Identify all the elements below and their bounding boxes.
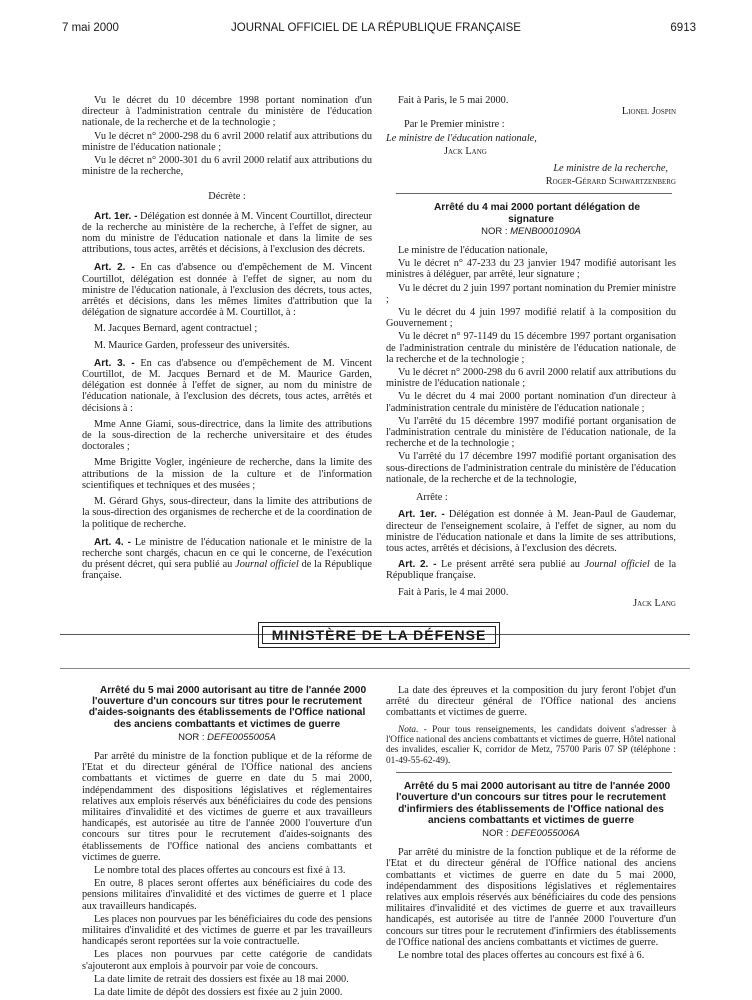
signature: Jack Lang (444, 145, 487, 157)
right-column-bottom (386, 685, 676, 963)
paragraph: Vu le décret n° 47-233 du 23 janvier 1947 modifié autorisant les ministres à déléguer, par arrêté, leur signature ; (386, 258, 676, 281)
section-rule (60, 668, 690, 669)
paragraph: Vu le décret du 4 juin 1997 modifié relatif à la composition du Gouvernement ; (386, 307, 676, 330)
paragraph: Vu le décret n° 2000-301 du 6 avril 2000 relatif aux attributions du ministre de la recherche, (82, 155, 372, 178)
arrete-title: Arrêté du 5 mai 2000 autorisant au titre de l'année 2000 l'ouverture d'un concours sur titres pour le recrutement d'aides-soignants des établissements de l'Office national des anciens combattants et victimes de guerre (88, 685, 367, 730)
page-header (0, 22, 752, 40)
nor-reference: NOR : DEFE0055006A (482, 828, 580, 840)
paragraph: Par arrêté du ministre de la fonction publique et de la réforme de l'Etat et du directeur général de l'Office national des anciens combattants et victimes de guerre en date du 5 mai 2000, indépendamment des dispositions législatives et réglementaires relatives aux emplois réservés aux bénéficiaires du code des pensions militaires d'invalidité et des victimes de guerre et aux travailleurs handicapés, est autorisée au titre de l'année 2000 l'ouverture d'un concours sur titres pour le recrutement d'aides-soignants des établissements de l'Office national des anciens combattants et victimes de guerre. (82, 751, 372, 863)
paragraph: La date limite de retrait des dossiers est fixée au 18 mai 2000. (94, 973, 349, 985)
paragraph: Vu le décret n° 97-1149 du 15 décembre 1997 portant organisation de l'administration centrale du ministère de l'éducation nationale, de la recherche et de la technologie ; (386, 331, 676, 365)
header-page-number: 6913 (670, 22, 696, 34)
paragraph: Mme Brigitte Vogler, ingénieure de recherche, dans la limite des attributions de la mission de la culture et de l'information scientifiques et techniques et des musées ; (82, 457, 372, 491)
arrete-label: Arrête : (416, 492, 448, 504)
arrete-title: Arrêté du 4 mai 2000 portant délégation de signature (433, 202, 641, 225)
left-column-top (82, 95, 372, 584)
fait-date: Fait à Paris, le 4 mai 2000. (398, 586, 509, 598)
left-column-bottom (82, 685, 372, 1000)
article-3: Art. 3. - En cas d'absence ou d'empêchement de M. Vincent Courtillot, de M. Jacques Bernard et de M. Maurice Garden, délégation est donnée à l'effet de signer, au nom du ministre de l'éducation nationale, à l'exclusion des décrets, tous actes, arrêtés et décisions à : (82, 357, 373, 414)
decrete-label: Décrète : (208, 191, 246, 203)
paragraph: En outre, 8 places seront offertes aux bénéficiaires du code des pensions militaires d'invalidité et des victimes de guerre et 1 place aux travailleurs handicapés. (82, 878, 372, 912)
signature-intro: Par le Premier ministre : (404, 119, 505, 131)
paragraph: M. Maurice Garden, professeur des universités. (94, 339, 290, 351)
article-2: Art. 2. - En cas d'absence ou d'empêchement de M. Vincent Courtillot, délégation est donnée à l'effet de signer, au nom du ministre de l'éducation nationale, à l'exclusion des décrets, tous actes, arrêtés et décisions, dans les mêmes limites d'attribution que la délégation de signature accordée à M. Courtillot, à : (82, 262, 373, 319)
paragraph: Vu le décret du 4 mai 2000 portant nomination d'un directeur à l'administration centrale du ministère de l'éducation nationale ; (386, 391, 676, 414)
header-date: 7 mai 2000 (62, 22, 119, 34)
paragraph: Le nombre total des places offertes au concours est fixé à 6. (398, 950, 645, 962)
paragraph: Les places non pourvues par cette catégorie de candidats s'ajouteront aux emplois à pourvoir par voie de concours. (82, 949, 372, 972)
paragraph: Les places non pourvues par les bénéficiaires du code des pensions militaires d'invalidité et des victimes de guerre et par les travailleurs handicapés seront reportées sur la voie contractuelle. (82, 913, 372, 948)
article-1: Art. 1er. - Délégation est donnée à M. Jean-Paul de Gaudemar, directeur de l'enseignement scolaire, à l'effet de signer, au nom du ministre de l'éducation nationale et dans la limite de ses attributions, tous actes, arrêtés et décisions, à l'exclusion des décrets. (386, 509, 676, 554)
ministry-banner (258, 622, 500, 648)
minister-title: Le ministre de l'éducation nationale, (386, 132, 537, 144)
paragraph: Vu le décret n° 2000-298 du 6 avril 2000 relatif aux attributions du ministre de l'éducation nationale ; (386, 367, 676, 390)
paragraph: Le nombre total des places offertes au concours est fixé à 13. (94, 865, 346, 877)
paragraph: Le ministre de l'éducation nationale, (398, 245, 548, 257)
paragraph: Vu l'arrêté du 15 décembre 1997 modifié portant organisation de l'administration centrale du ministère de l'éducation nationale, de la recherche et de la technologie ; (386, 415, 676, 450)
right-column-top (386, 95, 676, 611)
article-2: Art. 2. - Le présent arrêté sera publié au Journal officiel de la République française. (386, 559, 677, 582)
separator (396, 193, 672, 194)
paragraph: Vu le décret du 10 décembre 1998 portant nomination d'un directeur à l'administration centrale du ministère de l'éducation nationale, de la recherche et de la technologie ; (82, 95, 372, 129)
header-title: JOURNAL OFFICIEL DE LA RÉPUBLIQUE FRANÇAISE (231, 22, 521, 34)
paragraph: M. Gérard Ghys, sous-directeur, dans la limite des attributions de la sous-direction des organismes de recherche et de la coordination de la politique de recherche. (82, 496, 372, 530)
paragraph: Vu le décret n° 2000-298 du 6 avril 2000 relatif aux attributions du ministre de l'éducation nationale ; (82, 130, 372, 153)
paragraph: Mme Anne Giami, sous-directrice, dans la limite des attributions de la sous-direction de la recherche universitaire et des études doctorales ; (82, 418, 372, 453)
signature: Roger-Gérard Schwartzenberg (545, 176, 676, 188)
signature: Lionel Jospin (621, 106, 676, 118)
nor-reference: NOR : MENB0001090A (481, 225, 581, 237)
paragraph: La date des épreuves et la composition du jury feront l'objet d'un arrêté du directeur général de l'Office national des anciens combattants et victimes de guerre. (386, 685, 676, 719)
paragraph: Par arrêté du ministre de la fonction publique et de la réforme de l'Etat et du directeur général de l'Office national des anciens combattants et victimes de guerre en date du 5 mai 2000, indépendamment des dispositions législatives et réglementaires relatives aux emplois réservés aux bénéficiaires du code des pensions militaires d'invalidité et des victimes de guerre et aux travailleurs handicapés, est autorisée au titre de l'année 2000 l'ouverture d'un concours sur titres pour le recrutement d'infirmiers des établissements de l'Office national des anciens combattants et victimes de guerre. (386, 847, 676, 948)
paragraph: M. Jacques Bernard, agent contractuel ; (94, 323, 258, 335)
article-4: Art. 4. - Le ministre de l'éducation nationale et le ministre de la recherche sont chargés, chacun en ce qui le concerne, de l'exécution du présent décret, qui sera publié au Journal officiel de la République française. (82, 536, 373, 582)
signature: Jack Lang (633, 597, 676, 609)
article-1: Art. 1er. - Délégation est donnée à M. Vincent Courtillot, directeur de la recherche au ministère de la recherche, à l'effet de signer, au nom du ministre de l'éducation nationale et dans la limite de ses attributions, tous actes, arrêtés et décisions, à l'exclusion des décrets. (82, 210, 372, 256)
fait-date: Fait à Paris, le 5 mai 2000. (398, 95, 509, 106)
nota: Nota. - Pour tous renseignements, les candidats doivent s'adresser à l'Office national des anciens combattants et victimes de guerre, Hôtel national des invalides, escalier K, corridor de Metz, 75700 Paris 07 SP (téléphone : 01-49-55-62-49). (386, 724, 676, 766)
nor-reference: NOR : DEFE0055005A (178, 731, 276, 743)
ministry-title: MINISTÈRE DE LA DÉFENSE (262, 626, 496, 644)
minister-title: Le ministre de la recherche, (553, 163, 668, 175)
arrete-title: Arrêté du 5 mai 2000 autorisant au titre de l'année 2000 l'ouverture d'un concours sur titres pour le recrutement d'infirmiers des établissements de l'Office national des anciens combattants et victimes de guerre (396, 781, 671, 826)
separator (396, 772, 672, 773)
paragraph: La date limite de dépôt des dossiers est fixée au 2 juin 2000. (94, 987, 343, 999)
paragraph: Vu le décret du 2 juin 1997 portant nomination du Premier ministre ; (386, 282, 676, 305)
paragraph: Vu l'arrêté du 17 décembre 1997 modifié portant organisation des sous-directions de l'administration centrale du ministère de l'éducation nationale, de la recherche et de la technologie, (386, 451, 676, 485)
